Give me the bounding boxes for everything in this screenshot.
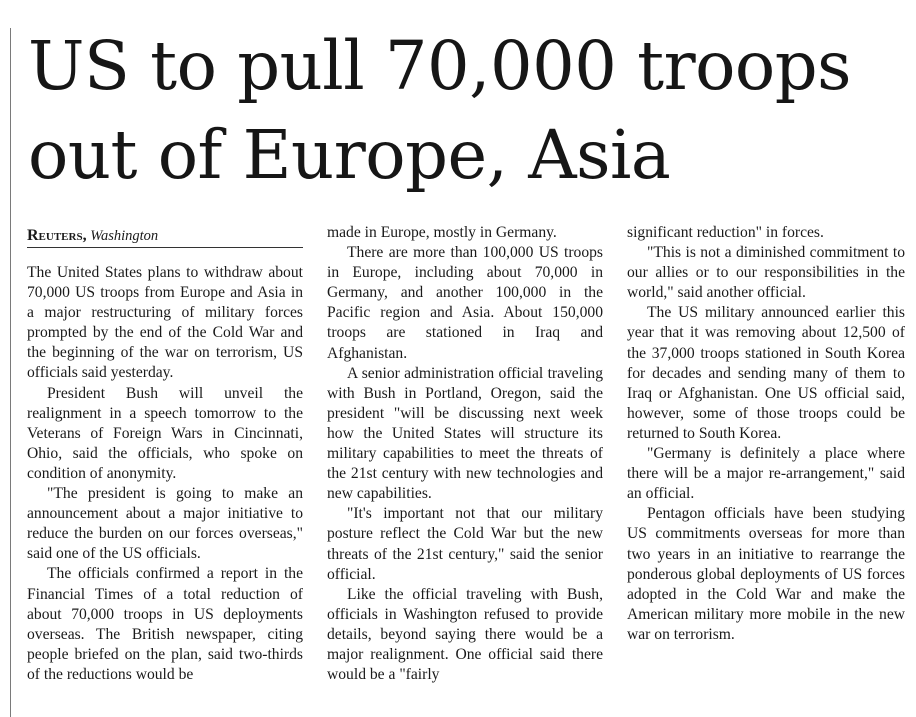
paragraph: A senior administration official traveling with Bush in Portland, Oregon, said the president "will be discussing next week how the United States will structure its military capabilities to meet the threats of the 21st century with new technologies and new capabilities. bbox=[327, 364, 603, 503]
paragraph: "This is not a diminished commitment to our allies or to our responsibilities in the world," said another official. bbox=[627, 244, 905, 302]
paragraph: "The president is going to make an announcement about a major initiative to reduce the burden on our forces overseas," said one of the US officials. bbox=[27, 485, 303, 563]
paragraph: "It's important not that our military posture reflect the Cold War but the new threats of the 21st century," said the senior official. bbox=[327, 505, 603, 583]
paragraph: The officials confirmed a report in the Financial Times of a total reduction of about 70,000 troops in US deployments overseas. The British newspaper, citing people briefed on the plan, said two-thirds of the reductions would be bbox=[27, 565, 303, 683]
headline bbox=[28, 22, 908, 200]
paragraph: The US military announced earlier this year that it was removing about 12,500 of the 37,000 troops stationed in South Korea for decades and sending many of them to Iraq or Afghanistan. One US official said, however, some of those troops could be returned to South Korea. bbox=[627, 304, 905, 442]
article-column-2 bbox=[327, 223, 603, 685]
column-rule bbox=[10, 28, 11, 717]
paragraph-continued: significant reduction" in forces. bbox=[627, 224, 824, 241]
byline-agency: Reuters, bbox=[27, 227, 87, 244]
paragraph: There are more than 100,000 US troops in Europe, including about 70,000 in Germany, and another 100,000 in the Pacific region and Asia. About 150,000 troops are stationed in Iraq and Afghanistan. bbox=[327, 244, 603, 362]
byline bbox=[27, 227, 303, 248]
article-column-1 bbox=[27, 263, 303, 685]
article-column-3 bbox=[627, 223, 905, 645]
paragraph: Pentagon officials have been studying US commitments overseas for more than two years in an initiative to rearrange the ponderous global deployments of US forces adopted in the Cold War and make the American military more mobile in the new war on terrorism. bbox=[627, 505, 905, 643]
headline-line-2: out of Europe, Asia bbox=[28, 116, 671, 194]
paragraph: "Germany is definitely a place where there will be a major re-arrangement," said an official. bbox=[627, 445, 905, 503]
paragraph-continued: made in Europe, mostly in Germany. bbox=[327, 224, 557, 241]
paragraph: President Bush will unveil the realignment in a speech tomorrow to the Veterans of Foreign Wars in Cincinnati, Ohio, said the officials, who spoke on condition of anonymity. bbox=[27, 384, 303, 482]
headline-line-1: US to pull 70,000 troops bbox=[28, 27, 852, 105]
byline-location: Washington bbox=[90, 228, 159, 244]
paragraph: The United States plans to withdraw about 70,000 US troops from Europe and Asia in a major restructuring of military forces prompted by the end of the Cold War and the beginning of the war on terrorism, US officials said yesterday. bbox=[27, 264, 303, 382]
paragraph: Like the official traveling with Bush, officials in Washington refused to provide details, beyond saying there would be a major realignment. One official said there would be a "fairly bbox=[327, 585, 603, 684]
